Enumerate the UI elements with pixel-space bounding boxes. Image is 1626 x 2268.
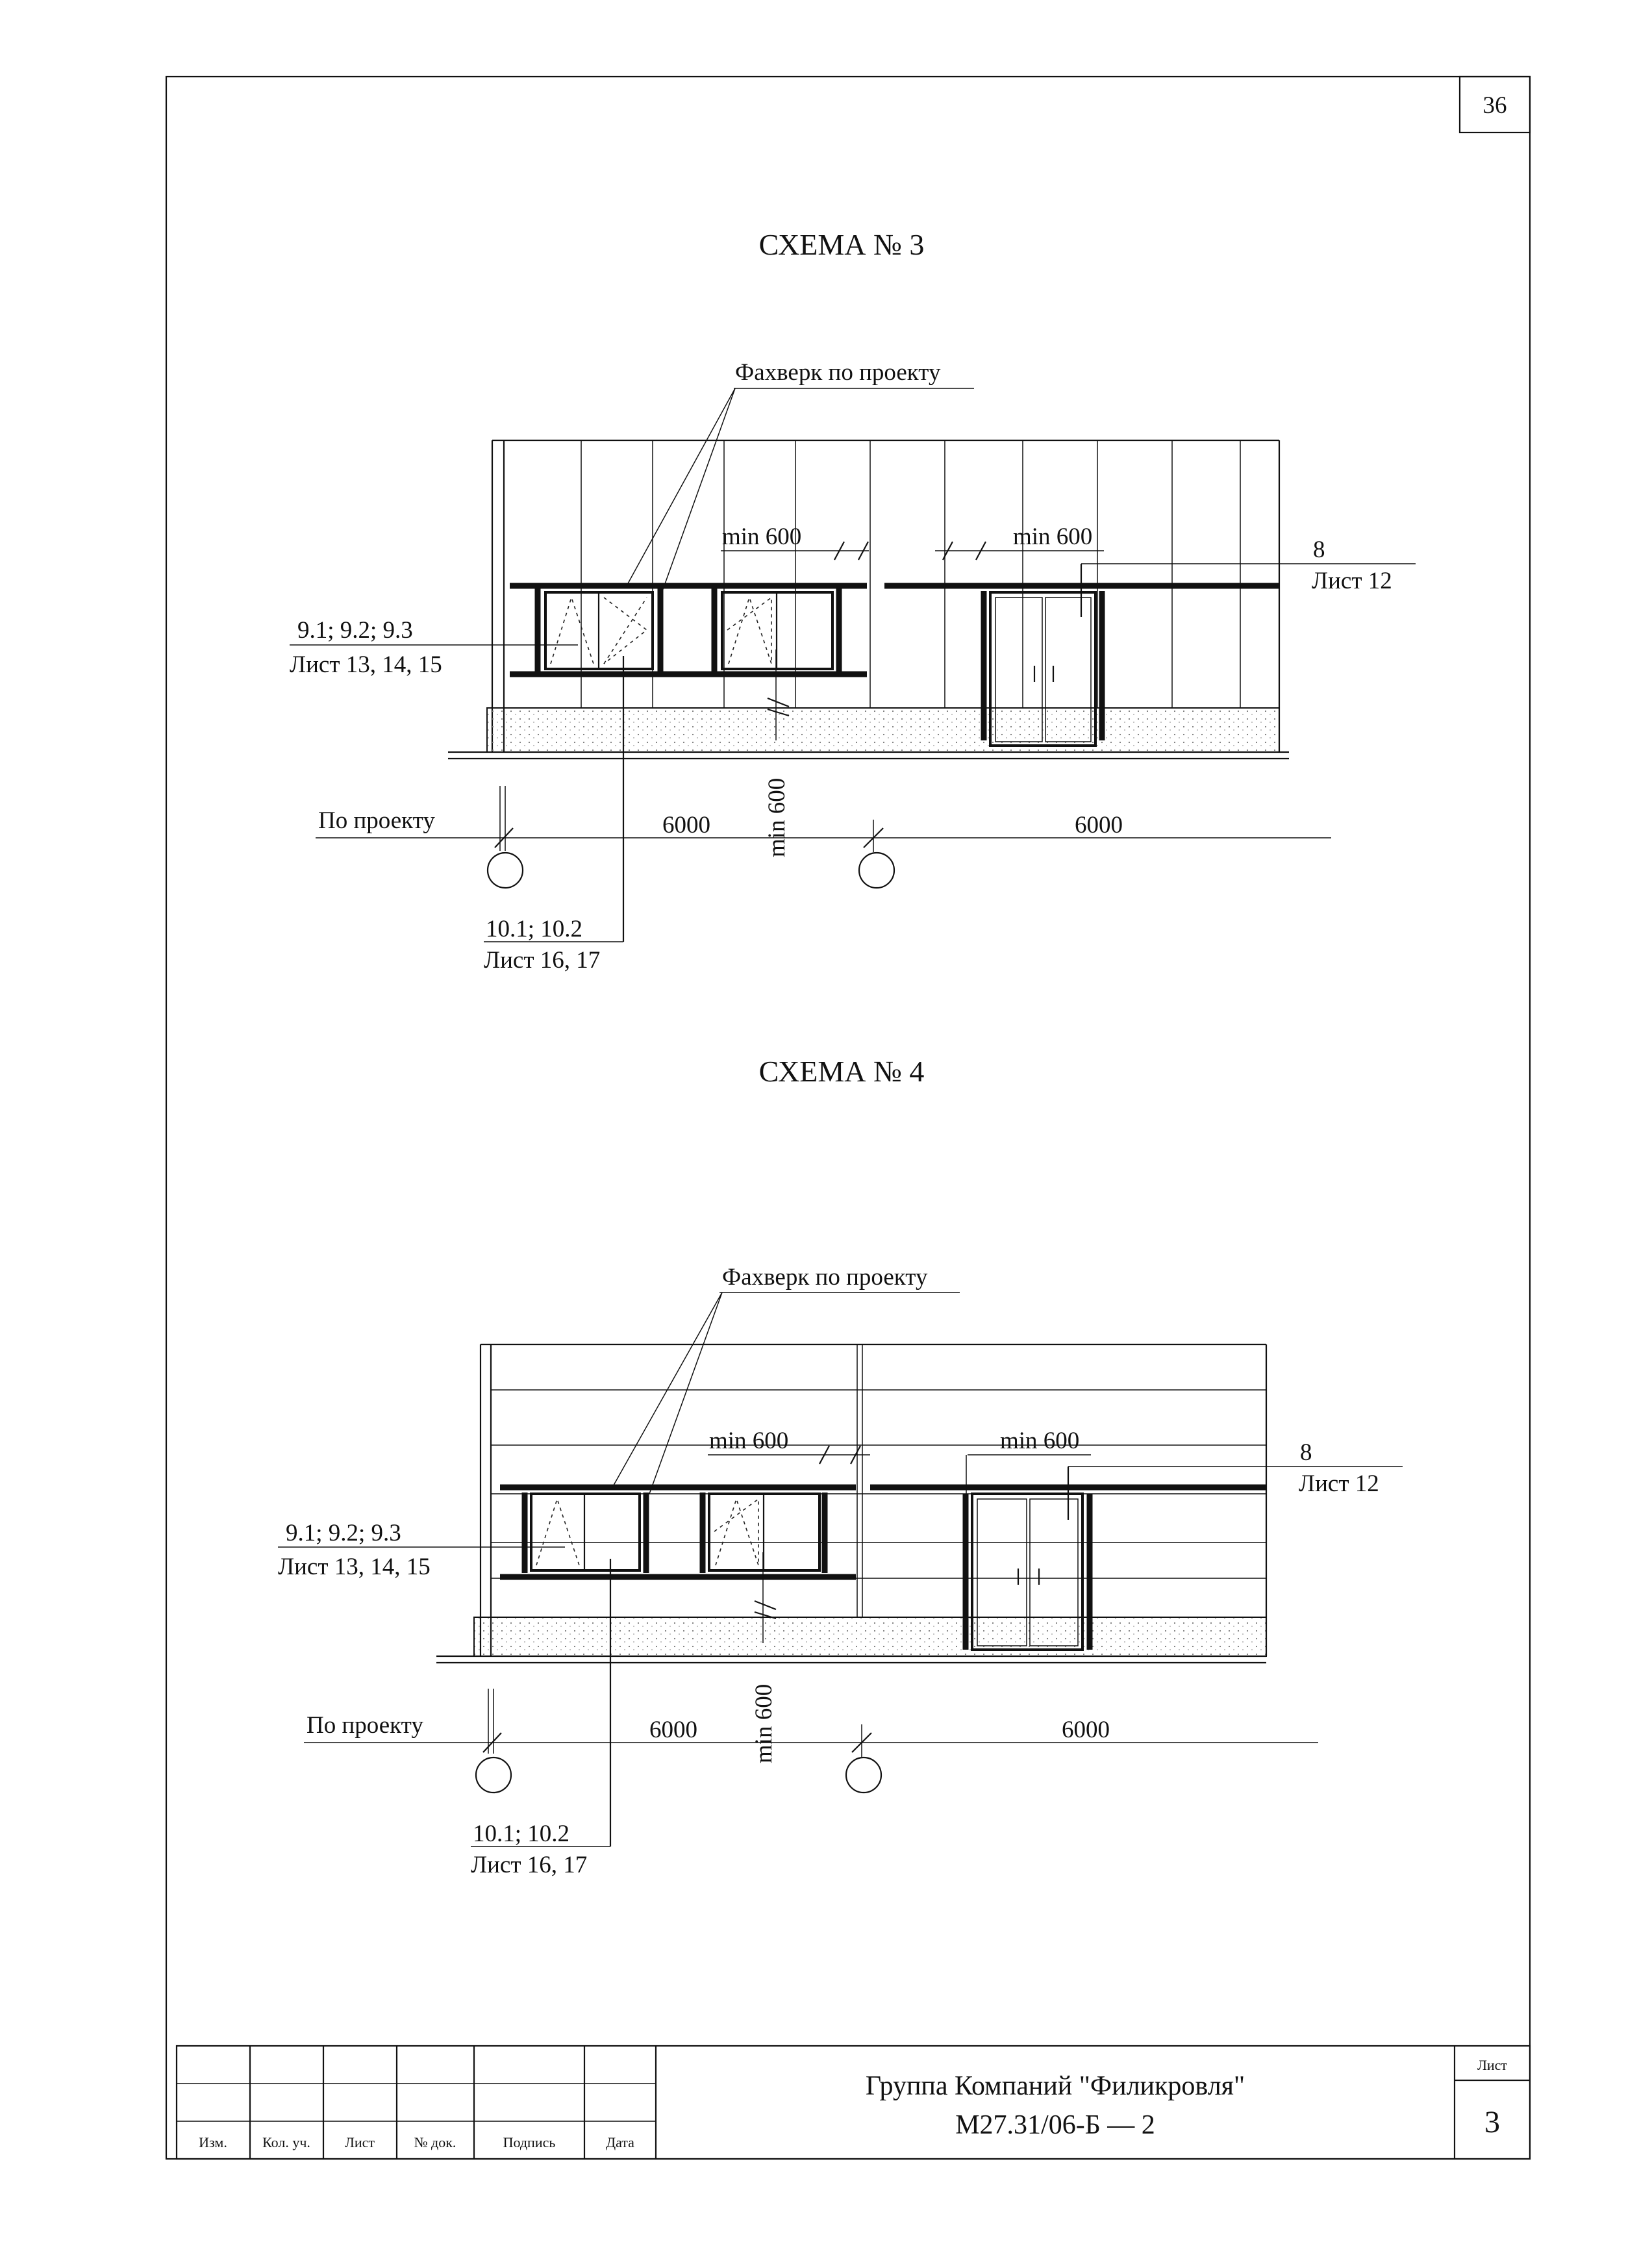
scheme-3-dim-left-text: min 600 [722,523,802,550]
scheme-4-callout-10-number: 10.1; 10.2 [473,1821,570,1847]
scheme-3-plinth [487,708,1279,752]
scheme-4-callout-10-sheet: Лист 16, 17 [471,1852,588,1878]
title-block [177,2046,1530,2159]
scheme-3-callout-9-number: 9.1; 9.2; 9.3 [297,617,413,644]
scheme-3-axis-line [316,786,1331,888]
scheme-3 [290,228,1416,974]
scheme-4-callout-9-sheet: Лист 13, 14, 15 [278,1554,431,1580]
title-block-document-code: М27.31/06-Б — 2 [955,2110,1155,2140]
title-block-sheet-number: 3 [1484,2105,1500,2139]
scheme-3-callout-9-sheet: Лист 13, 14, 15 [290,651,442,678]
scheme-3-axis-marker-1 [488,853,523,888]
title-block-col-date: Дата [606,2134,634,2150]
scheme-3-callout-8-sheet: Лист 12 [1312,568,1392,594]
scheme-4-callout-8-number: 8 [1300,1439,1312,1466]
scheme-4-dim-left-text: min 600 [709,1428,789,1454]
scheme-3-fachwerk-label: Фахверк по проекту [735,359,941,386]
scheme-4-plinth [474,1617,1266,1656]
scheme-4-dim-right-text: min 600 [1000,1428,1080,1454]
title-block-sheet-label: Лист [1477,2057,1508,2073]
scheme-3-title: СХЕМА № 3 [758,228,925,261]
scheme-4 [278,1055,1403,1878]
title-block-col-izm: Изм. [199,2134,227,2150]
sheet-frame [166,77,1530,2159]
scheme-4-axis-marker-1 [476,1758,511,1793]
scheme-3-dim-right [935,523,1104,560]
scheme-4-span-1: 6000 [649,1717,697,1743]
scheme-3-callout-10-number: 10.1; 10.2 [486,916,583,942]
page-number: 36 [1482,92,1507,119]
scheme-4-callout-9-number: 9.1; 9.2; 9.3 [286,1520,401,1546]
scheme-3-fachwerk-callout [627,359,974,591]
scheme-4-title: СХЕМА № 4 [758,1055,925,1088]
scheme-4-window-1 [531,1494,640,1570]
title-block-col-kol-uch: Кол. уч. [262,2134,310,2150]
scheme-3-callout-8-number: 8 [1313,536,1325,563]
scheme-4-fachwerk-callout [612,1264,960,1494]
scheme-3-facade [448,440,1289,759]
scheme-4-axis-line [304,1689,1318,1793]
scheme-4-span-2: 6000 [1062,1717,1110,1743]
title-block-col-doc-no: № док. [414,2134,457,2150]
scheme-3-callout-10-sheet: Лист 16, 17 [484,947,601,974]
scheme-3-axis-label: По проекту [318,807,435,834]
scheme-4-window-2 [709,1494,819,1570]
scheme-3-dim-right-text: min 600 [1013,523,1093,550]
scheme-4-fachwerk-label: Фахверк по проекту [722,1264,928,1291]
scheme-4-callout-10 [471,1559,610,1878]
scheme-4-axis-marker-2 [846,1758,881,1793]
scheme-4-callout-8-sheet: Лист 12 [1299,1470,1379,1497]
title-block-col-list: Лист [344,2134,375,2150]
scheme-3-span-2: 6000 [1075,812,1123,838]
scheme-3-dim-vertical-text: min 600 [764,777,790,857]
scheme-4-dim-right [966,1428,1091,1494]
scheme-3-window-2 [722,592,832,669]
scheme-3-dim-vertical [764,649,790,857]
scheme-4-dim-vertical-text: min 600 [751,1683,777,1763]
scheme-4-axis-label: По проекту [306,1712,423,1739]
scheme-3-window-1 [545,592,653,669]
scheme-3-dim-left [721,523,869,560]
title-block-col-signature: Подпись [503,2134,556,2150]
scheme-4-callout-8 [1068,1439,1403,1520]
page-number-box [1460,77,1530,132]
scheme-4-dim-vertical [751,1552,777,1763]
scheme-4-dim-left [708,1428,870,1464]
scheme-3-axis-marker-2 [859,853,894,888]
scheme-3-callout-8 [1081,536,1416,617]
scheme-3-span-1: 6000 [662,812,710,838]
scheme-3-callout-9 [290,617,578,678]
title-block-company: Группа Компаний "Филикровля" [865,2071,1245,2101]
scheme-4-facade [436,1344,1266,1663]
